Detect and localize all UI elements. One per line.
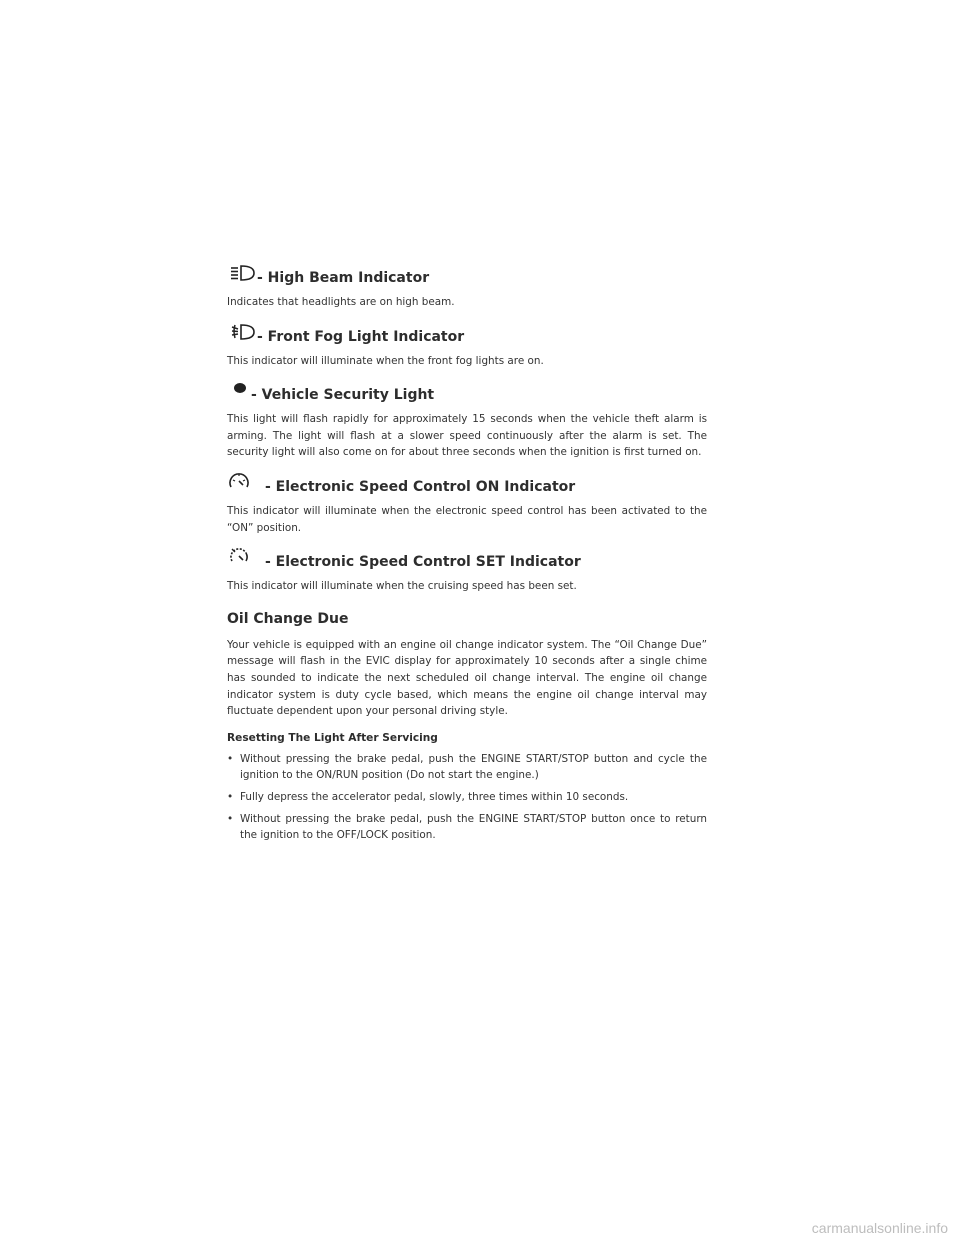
bullet-marker: •: [227, 790, 234, 803]
list-item: [227, 751, 707, 783]
high-beam-desc: Indicates that headlights are on high beam.: [227, 296, 455, 308]
speed-control-set-heading: [227, 548, 707, 570]
front-fog-light-icon: [227, 321, 255, 345]
high-beam-icon: [227, 262, 255, 286]
speed-control-set-desc: This indicator will illuminate when the cruising speed has been set.: [227, 580, 577, 593]
front-fog-title: - Front Fog Light Indicator: [257, 328, 465, 345]
front-fog-heading: [227, 323, 707, 345]
step-text: Without pressing the brake pedal, push the ENGINE START/STOP button and cycle the ignition to the ON/RUN position (Do not start the engine.): [240, 752, 707, 781]
bullet-marker: •: [227, 812, 234, 825]
speed-control-set-title: - Electronic Speed Control SET Indicator: [265, 554, 581, 571]
vehicle-security-icon: [227, 379, 249, 403]
front-fog-desc: This indicator will illuminate when the front fog lights are on.: [227, 354, 544, 367]
step-text: Without pressing the brake pedal, push the ENGINE START/STOP button once to return the ignition to the OFF/LOCK position.: [240, 812, 707, 841]
speed-control-on-heading: [227, 473, 707, 495]
high-beam-heading: [227, 264, 707, 286]
reset-title: Resetting The Light After Servicing: [227, 731, 438, 744]
vehicle-security-heading: [227, 381, 707, 403]
vehicle-security-desc: This light will flash rapidly for approximately 15 seconds when the vehicle theft alarm is arming. The light will flash at a slower speed continuously after the alarm is set. The security light will also come on for about three seconds when the ignition is first turned on.: [227, 413, 707, 459]
vehicle-security-title: - Vehicle Security Light: [251, 387, 435, 404]
reset-steps: [227, 751, 707, 843]
oil-change-body: Your vehicle is equipped with an engine oil change indicator system. The “Oil Change Due” message will flash in the EVIC display for approximately 10 seconds after a single chime has sounded to indicate the next scheduled oil change interval. The engine oil change indicator system is duty cycle based, which means the engine oil change interval may fluctuate dependent upon your personal driving style.: [227, 638, 707, 718]
speed-control-on-title: - Electronic Speed Control ON Indicator: [265, 478, 576, 495]
page-content: [227, 264, 707, 849]
list-item: [227, 789, 707, 805]
watermark-footer: carmanualsonline.info: [811, 1220, 948, 1236]
speed-control-set-icon: [227, 546, 253, 570]
speed-control-on-icon: [227, 471, 253, 495]
step-text: Fully depress the accelerator pedal, slowly, three times within 10 seconds.: [240, 790, 629, 803]
high-beam-title: - High Beam Indicator: [257, 270, 430, 286]
bullet-marker: •: [227, 752, 234, 765]
oil-change-title: Oil Change Due: [227, 610, 349, 627]
list-item: [227, 811, 707, 843]
speed-control-on-desc: This indicator will illuminate when the electronic speed control has been activated to the “ON” position.: [227, 504, 707, 534]
